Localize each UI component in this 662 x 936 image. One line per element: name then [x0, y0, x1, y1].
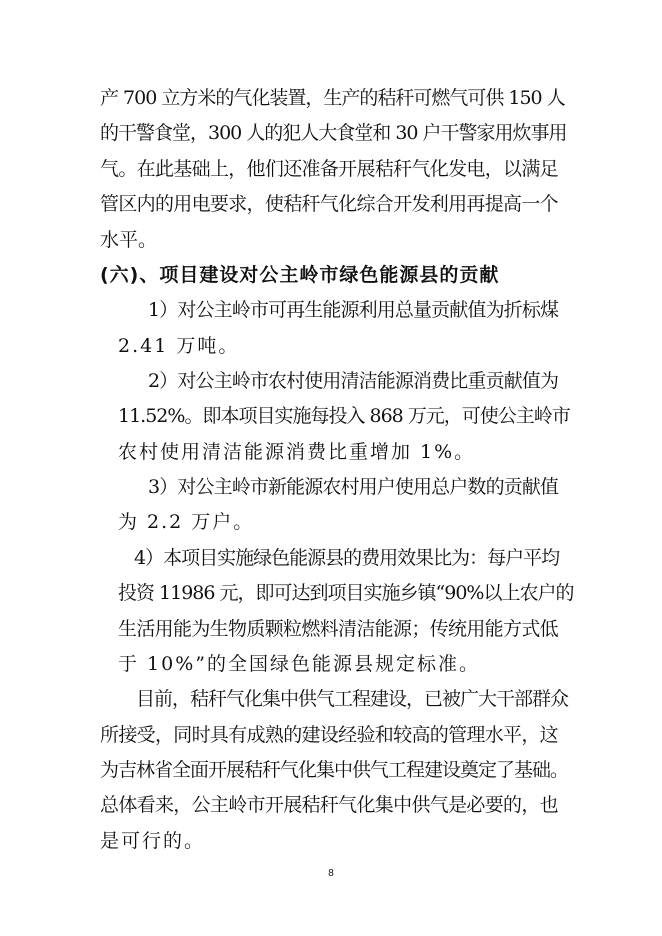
list-item-line: 生活用能为生物质颗粒燃料清洁能源；传统用能方式低: [118, 618, 559, 640]
list-item-line: 为 2.2 万户。: [118, 511, 255, 533]
section-heading: (六)、项目建设对公主岭市绿色能源县的贡献: [100, 264, 500, 286]
paragraph-line: 总体看来，公主岭市开展秸秆气化集中供气是必要的，也: [100, 794, 559, 816]
list-item-line: 农村使用清洁能源消费比重增加 1%。: [118, 441, 476, 463]
paragraph-line: 目前，秸秆气化集中供气工程建设，已被广大干部群众: [136, 688, 569, 710]
list-item-line: 11.52%。即本项目实施每投入 868 万元，可使公主岭市: [118, 405, 570, 427]
page-number: 8: [328, 868, 334, 879]
list-item-line: 3）对公主岭市新能源农村用户使用总户数的贡献值: [148, 476, 559, 498]
list-item-line: 投资 11986 元，即可达到项目实施乡镇“90%以上农户的: [118, 582, 574, 604]
paragraph-line: 水平。: [100, 229, 158, 251]
paragraph-line: 管区内的用电要求，使秸秆气化综合开发利用再提高一个: [100, 193, 559, 215]
paragraph-line: 是可行的。: [100, 830, 206, 852]
list-item-line: 2.41 万吨。: [118, 335, 240, 357]
paragraph-line: 所接受，同时具有成熟的建设经验和较高的管理水平，这: [100, 724, 559, 746]
paragraph-line: 的干警食堂，300 人的犯人大食堂和 30 户干警家用炊事用: [100, 122, 567, 144]
paragraph-line: 为吉林省全面开展秸秆气化集中供气工程建设奠定了基础。: [100, 759, 569, 781]
paragraph-line: 产 700 立方米的气化装置，生产的秸秆可燃气可供 150 人: [100, 87, 565, 109]
list-item-line: 4）本项目实施绿色能源县的费用效果比为：每户平均: [134, 547, 560, 569]
list-item-line: 于 10%”的全国绿色能源县规定标准。: [118, 653, 480, 675]
paragraph-line: 气。在此基础上，他们还准备开展秸秆气化发电，以满足: [100, 158, 559, 180]
list-item-line: 1）对公主岭市可再生能源利用总量贡献值为折标煤: [148, 299, 559, 321]
list-item-line: 2）对公主岭市农村使用清洁能源消费比重贡献值为: [148, 370, 559, 392]
